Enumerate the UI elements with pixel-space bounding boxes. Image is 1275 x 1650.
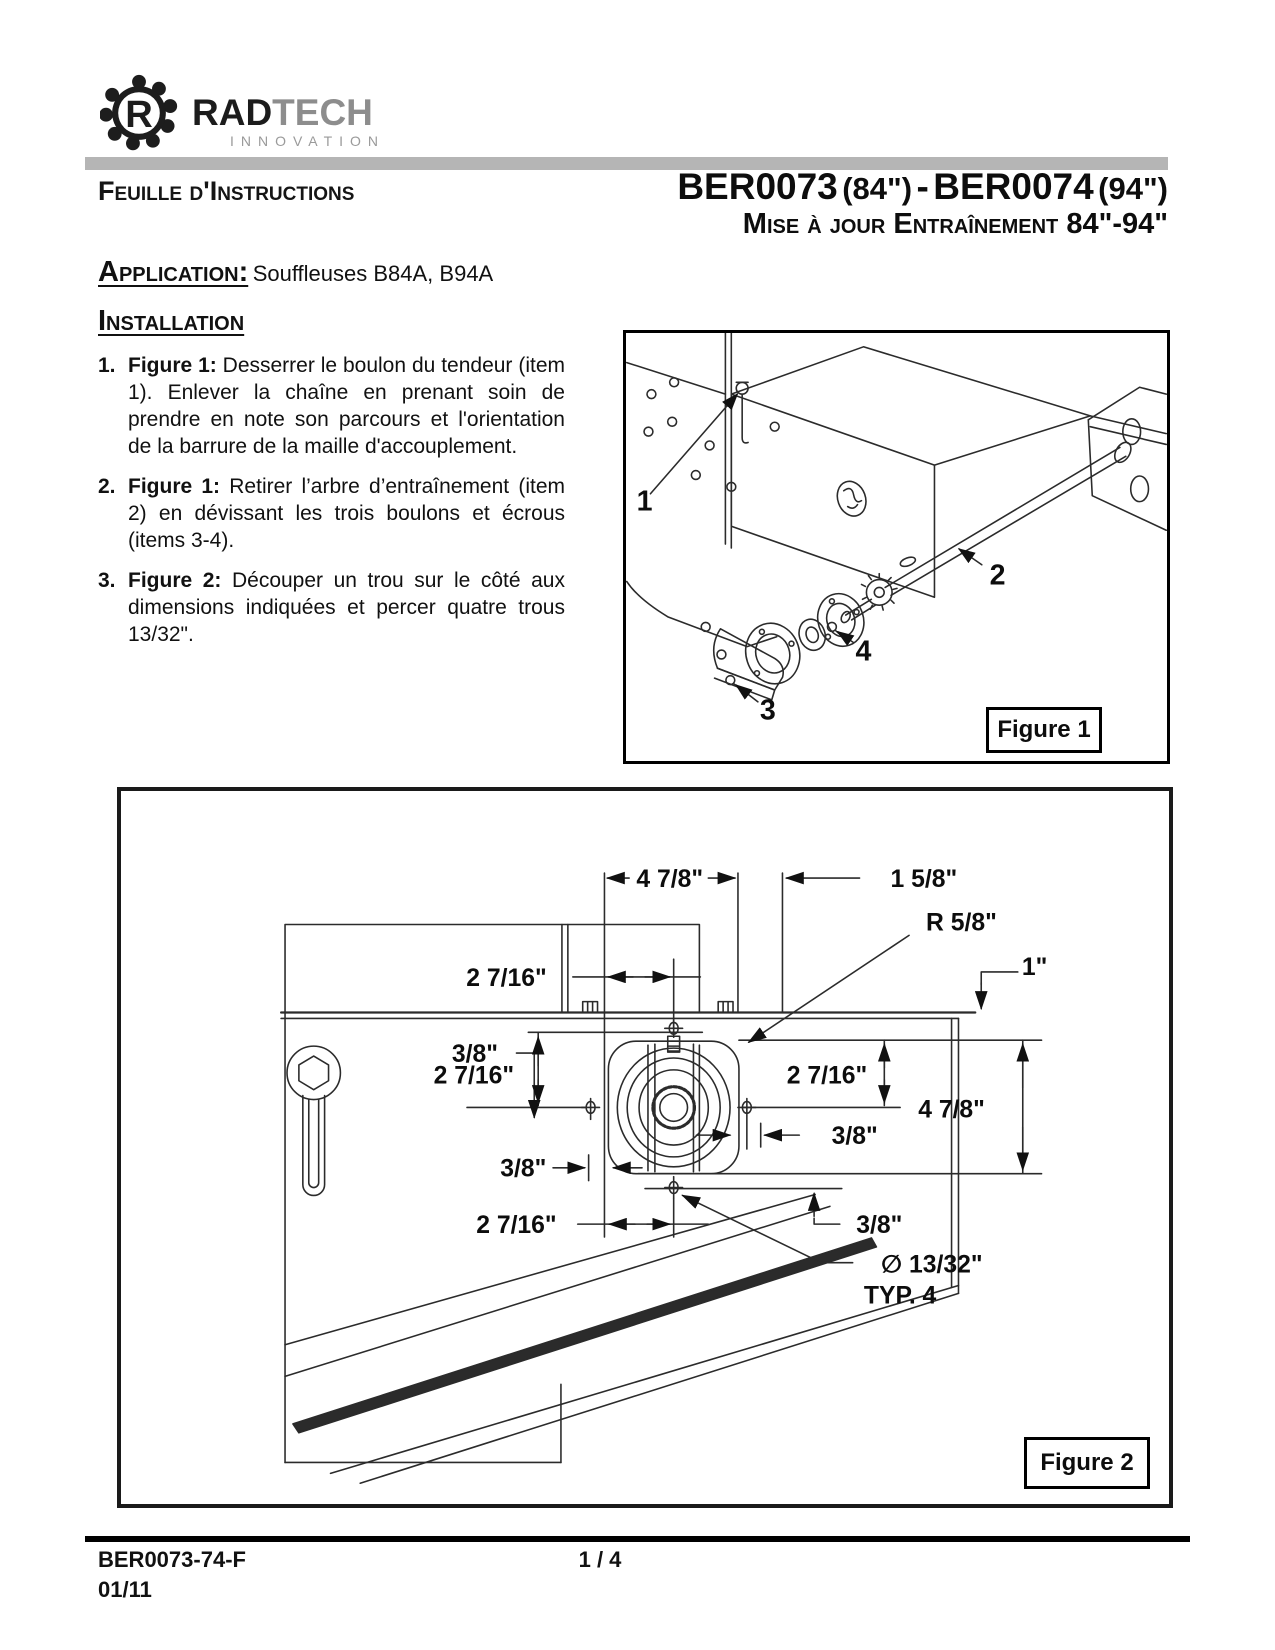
brand-tagline: INNOVATION <box>230 133 386 149</box>
installation-steps <box>98 352 565 661</box>
dim-hole-note: TYP. 4 <box>863 1282 937 1310</box>
dim-left-offset: 3/8" <box>500 1155 547 1183</box>
product-code-1: BER0073 <box>677 166 838 207</box>
dim-hole-diameter: ∅ 13/32" <box>880 1251 983 1279</box>
figure2-drawing <box>121 791 1169 1504</box>
logo-wordmark <box>192 74 385 148</box>
footer-page-number: 1 / 4 <box>578 1547 622 1572</box>
dim-right-offset: 3/8" <box>831 1123 878 1151</box>
step-item-1 <box>98 352 565 460</box>
application-section <box>98 256 493 289</box>
application-heading: Application: <box>98 256 249 288</box>
step-figure-ref: Figure 1: <box>128 475 221 498</box>
installation-heading: Installation <box>98 305 245 337</box>
step-number: 3. <box>98 569 116 592</box>
step-number: 2. <box>98 475 116 498</box>
footer-divider <box>85 1536 1190 1542</box>
radtech-gear-icon <box>100 74 178 152</box>
dim-upper-left-offset: 3/8" <box>451 1040 498 1068</box>
dim-right-height: 2 7/16" <box>786 1062 868 1090</box>
dim-upper-width: 2 7/16" <box>466 964 547 992</box>
figure1-callout-2: 2 <box>989 559 1006 592</box>
radtech-logo <box>100 74 385 152</box>
step-text: Retirer l’arbre d’entraînement (item 2) en dévissant les trois boulons et écrous (items 3-4). <box>128 475 565 552</box>
brand-rad: RAD <box>192 92 273 133</box>
footer-revision: 01/11 <box>98 1577 152 1602</box>
figure1-callout-3: 3 <box>759 694 776 727</box>
installation-section-heading <box>98 305 244 338</box>
brand-tech: TECH <box>272 92 373 133</box>
dim-bottom-width: 2 7/16" <box>476 1212 557 1240</box>
step-item-3 <box>98 567 565 648</box>
doc-type-title: Feuille d'Instructions <box>98 176 355 206</box>
step-figure-ref: Figure 1: <box>128 354 217 377</box>
dim-top-width: 4 7/8" <box>636 865 704 893</box>
step-text: Desserrer le boulon du tendeur (item 1). Enlever la chaîne en prenant soin de prendre en note son parcours et l'orientation de la barrure de la maille d'accouplement. <box>128 354 565 458</box>
product-title <box>677 166 1168 208</box>
dim-bottom-offset: 3/8" <box>856 1212 903 1240</box>
figure2-panel <box>117 787 1173 1508</box>
product-code-2: BER0074 <box>933 166 1094 207</box>
dim-corner-radius: R 5/8" <box>926 909 997 937</box>
figure1-callout-1: 1 <box>636 485 653 518</box>
step-figure-ref: Figure 2: <box>128 569 222 592</box>
product-size-1: (84") <box>842 171 913 206</box>
dim-left-height: 2 7/16" <box>433 1062 515 1090</box>
figure2-caption: Figure 2 <box>1024 1437 1150 1489</box>
figure1-callout-4: 4 <box>855 635 872 668</box>
footer-doc-code: BER0073-74-F <box>98 1547 246 1572</box>
dim-top-right-offset: 1 5/8" <box>890 865 958 893</box>
figure1-panel <box>623 330 1170 764</box>
product-title-separator: - <box>916 166 929 207</box>
product-size-2: (94") <box>1098 171 1168 206</box>
dim-top-edge-offset: 1" <box>1021 953 1048 981</box>
figure1-drawing <box>626 333 1167 761</box>
figure1-caption: Figure 1 <box>986 707 1102 753</box>
step-item-2 <box>98 473 565 554</box>
step-text: Découper un trou sur le côté aux dimensions indiquées et percer quatre trous 13/32". <box>128 569 565 646</box>
product-subtitle: Mise à jour Entraînement 84"-94" <box>742 208 1168 240</box>
logo-letter: R <box>125 92 153 136</box>
application-value: Souffleuses B84A, B94A <box>252 261 494 286</box>
step-number: 1. <box>98 354 116 377</box>
dim-side-height: 4 7/8" <box>918 1096 985 1124</box>
